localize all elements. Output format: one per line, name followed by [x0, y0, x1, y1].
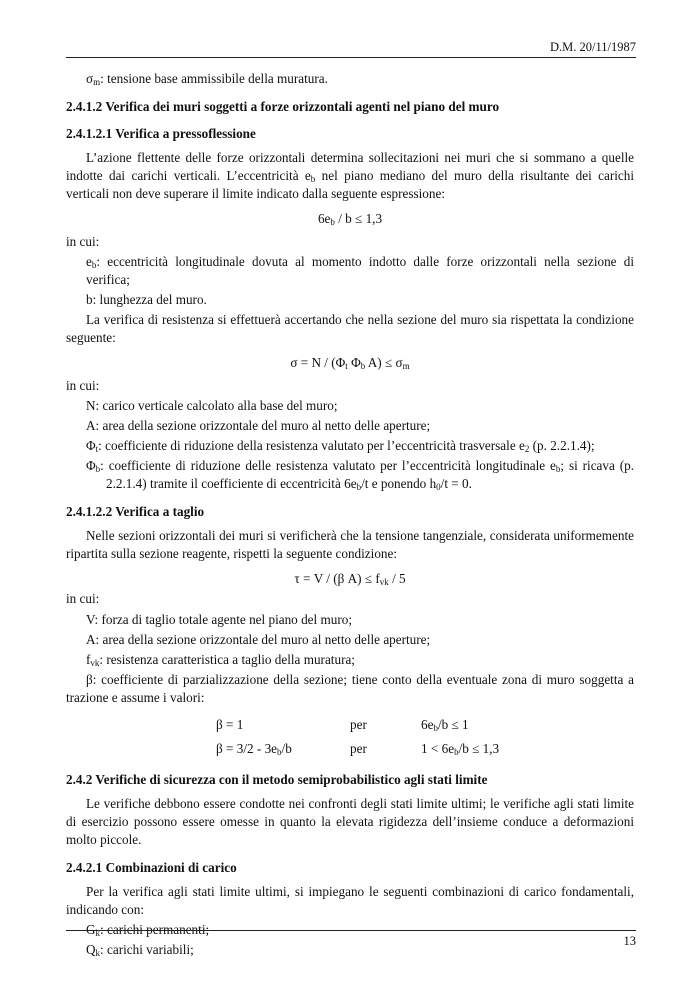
heading-2-4-1-2-2: 2.4.1.2.2 Verifica a taglio	[66, 504, 205, 519]
V-definition: V: forza di taglio totale agente nel piano del muro;	[86, 612, 352, 627]
phi-b-definition: $\Phi_b$: coefficiente di riduzione delle resistenza valutato per l’eccentricità longitudinale $e_b$; si ricava (p. 2.2.1.4) tramite il coefficiente di eccentricità $6e_b/t$ e ponendo $h_0/t = 0$.	[86, 458, 635, 492]
beta-value: β = 1	[216, 717, 244, 732]
paragraph-limit-states: Le verifiche debbono essere condotte nei confronti degli stati limite ultimi; le verifiche agli stati limite di esercizio possono essere omesse in quanto la elevata rigidezza dell’insieme conduce a deformazioni molto piccole.	[66, 796, 634, 847]
eb-definition: $e_b$: eccentricità longitudinale dovuta al momento indotto dalle forze orizzontali nella sezione di verifica;	[86, 254, 634, 287]
beta-row	[66, 737, 634, 761]
beta-condition: $1 < 6e_b/b \le 1,3$	[421, 741, 500, 757]
in-cui-label-2: in cui:	[66, 378, 100, 393]
equation-shear: τ = V / (β $A) \le f_{vk} / 5$	[294, 571, 406, 587]
page-number: 13	[623, 934, 636, 948]
in-cui-label-3: in cui:	[66, 591, 100, 606]
paragraph-flexure: L’azione flettente delle forze orizzontali determina sollecitazioni nei muri che si sommano a quelle indotte dai carichi verticali. L’eccentricità $e_b$ nel piano mediano del muro della risultante dei carichi verticali non deve superare il limite indicato dalla seguente espressione:	[66, 150, 634, 201]
in-cui-label: in cui:	[66, 234, 100, 249]
beta-value: $\beta = 3/2 - 3e_b/b$	[216, 741, 292, 757]
phi-t-definition: $\Phi_t$: coefficiente di riduzione della resistenza valutato per l’eccentricità trasversale $e_2$ (p. 2.2.1.4);	[86, 438, 595, 454]
heading-2-4-1-2-1: 2.4.1.2.1 Verifica a pressoflessione	[66, 126, 256, 141]
A-definition-2: A: area della sezione orizzontale del muro al netto delle aperture;	[86, 632, 431, 647]
heading-2-4-2: 2.4.2 Verifiche di sicurezza con il metodo semiprobabilistico agli stati limite	[66, 772, 488, 787]
beta-row	[66, 713, 634, 737]
beta-per: per	[350, 717, 367, 732]
paragraph-resistance: La verifica di resistenza si effettuerà accertando che nella sezione del muro sia rispettata la condizione seguente:	[66, 312, 634, 345]
sigma-m-definition: $\sigma_m$: tensione base ammissibile della muratura.	[86, 71, 328, 87]
beta-definition: β: coefficiente di parzializzazione della sezione; tiene conto della eventuale zona di muro soggetta a trazione e assume i valori:	[66, 672, 634, 705]
beta-condition: $6e_b/b \le 1$	[421, 717, 469, 733]
footer-rule	[66, 930, 636, 931]
document-reference: D.M. 20/11/1987	[550, 40, 636, 54]
A-definition: A: area della sezione orizzontale del muro al netto delle aperture;	[86, 418, 431, 433]
N-definition: N: carico verticale calcolato alla base del muro;	[86, 398, 338, 413]
paragraph-shear: Nelle sezioni orizzontali dei muri si verificherà che la tensione tangenziale, considerata uniformemente ripartita sulla sezione reagente, rispetti la seguente condizione:	[66, 528, 634, 561]
Gk-definition: $G_k$: carichi permanenti;	[86, 922, 210, 938]
equation-eccentricity-limit: $6e_b / b \le 1,3$	[317, 211, 383, 227]
header-rule	[66, 57, 636, 58]
beta-per: per	[350, 741, 367, 756]
equation-resistance: $\sigma = N / (\Phi_t$ $\Phi_b$ $A) \le \sigma_m$	[290, 355, 410, 371]
beta-values-table	[66, 713, 634, 761]
page-body	[66, 70, 634, 959]
page-header	[66, 40, 636, 57]
paragraph-load-combinations: Per la verifica agli stati limite ultimi, si impiegano le seguenti combinazioni di carico fondamentali, indicando con:	[66, 884, 634, 917]
heading-2-4-1-2: 2.4.1.2 Verifica dei muri soggetti a forze orizzontali agenti nel piano del muro	[66, 99, 500, 114]
b-definition: b: lunghezza del muro.	[86, 292, 207, 307]
heading-2-4-2-1: 2.4.2.1 Combinazioni di carico	[66, 860, 237, 875]
Qk-definition: $Q_k$: carichi variabili;	[86, 942, 194, 958]
fvk-definition: $f_{vk}$: resistenza caratteristica a taglio della muratura;	[86, 652, 355, 668]
